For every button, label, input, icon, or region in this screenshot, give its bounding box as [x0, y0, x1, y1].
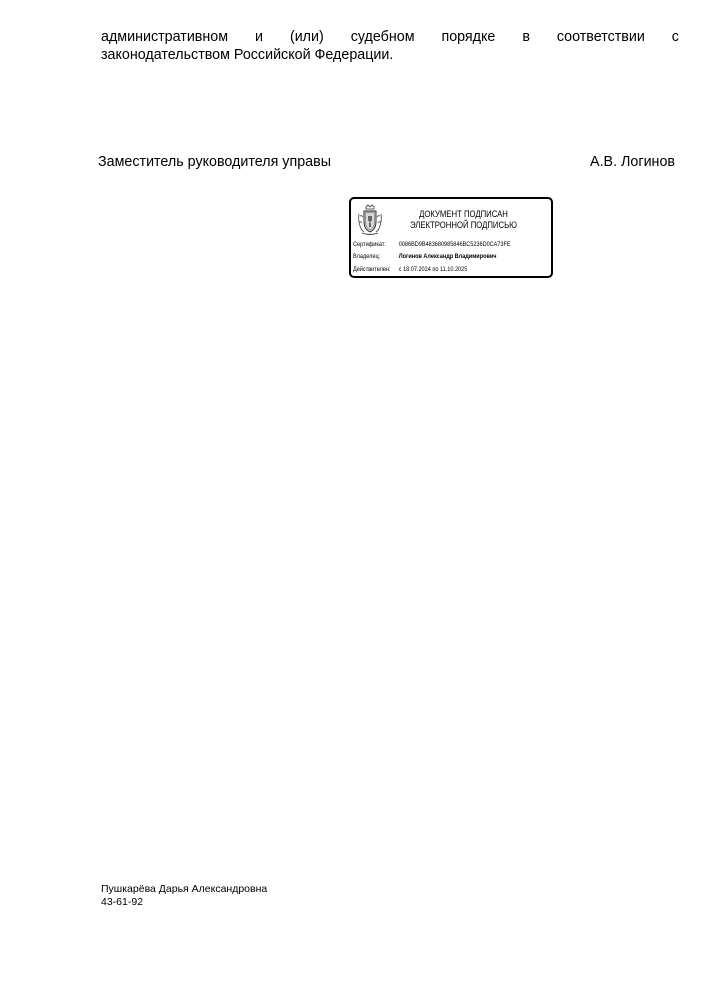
- stamp-owner-row: [353, 253, 497, 261]
- certificate-label: Сертификат:: [353, 241, 386, 248]
- paragraph-line-1: [101, 28, 679, 46]
- paragraph-word: судебном: [350, 29, 415, 45]
- paragraph-word: административном: [101, 29, 229, 45]
- validity-label: Действителен:: [353, 266, 391, 273]
- stamp-heading-line-1: ДОКУМЕНТ ПОДПИСАН: [419, 209, 508, 219]
- certificate-value: 0086BD9B483680985846BC5236D0CA73FE: [398, 241, 511, 248]
- paragraph-word: и: [255, 29, 264, 45]
- paragraph-word: соответствии: [556, 29, 645, 45]
- executor-name: Пушкарёва Дарья Александровна: [101, 883, 268, 895]
- paragraph-word: с: [671, 29, 679, 45]
- stamp-certificate-row: [353, 241, 511, 249]
- executor-phone: 43-61-92: [101, 896, 144, 908]
- signer-position: Заместитель руководителя управы: [98, 154, 331, 170]
- validity-value: с 18.07.2024 по 11.10.2025: [398, 266, 468, 273]
- paragraph-word: (или): [289, 29, 324, 45]
- body-paragraph: [101, 28, 679, 64]
- paragraph-word: порядке: [441, 29, 496, 45]
- owner-label: Владелец:: [353, 253, 381, 260]
- owner-value: Логинов Александр Владимирович: [398, 253, 497, 260]
- stamp-validity-row: [353, 266, 467, 274]
- stamp-heading-line-2: ЭЛЕКТРОННОЙ ПОДПИСЬЮ: [410, 220, 517, 230]
- paragraph-word: в: [522, 29, 530, 45]
- electronic-signature-stamp: [349, 197, 553, 278]
- coat-of-arms-icon: [357, 204, 383, 236]
- executor-contact: [101, 883, 267, 909]
- signer-name: А.В. Логинов: [590, 154, 675, 170]
- paragraph-line-2: законодательством Российской Федерации.: [101, 47, 394, 63]
